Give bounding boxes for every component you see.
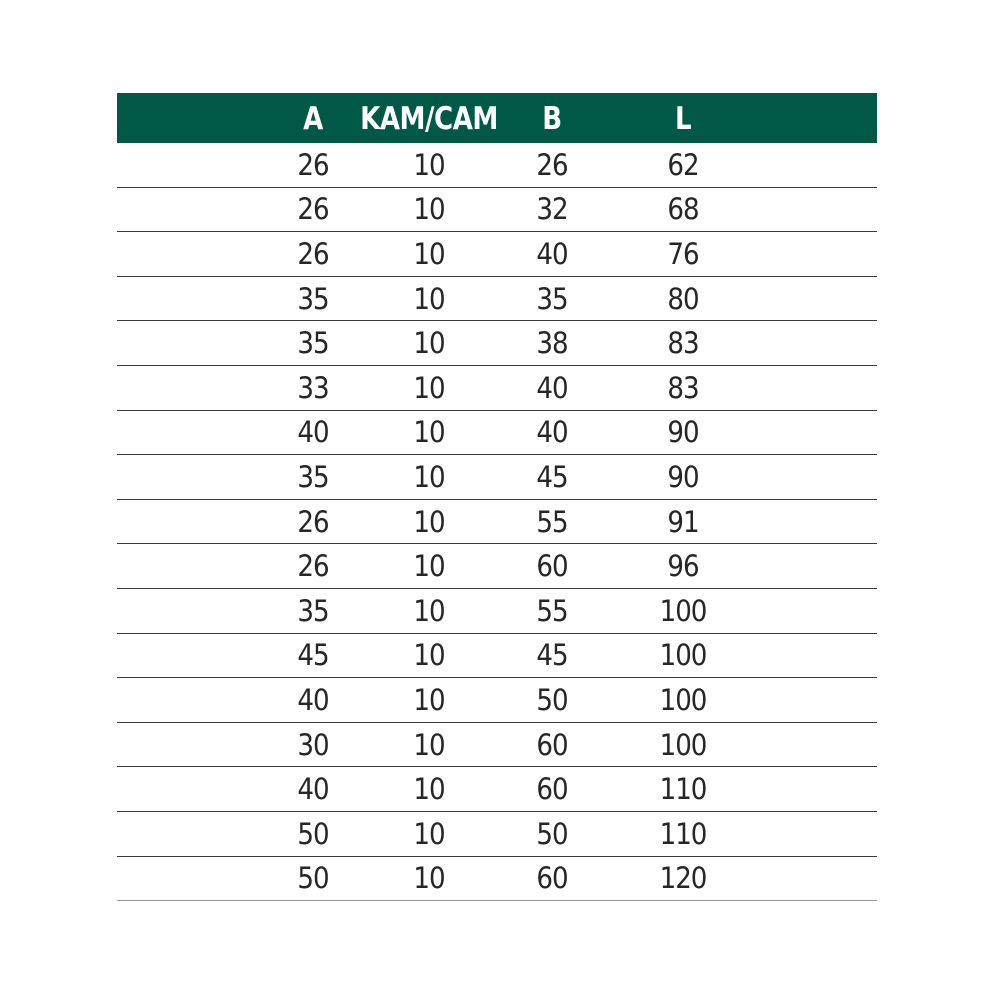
cell-kam-cam: 10 [413, 816, 445, 851]
cell-kam-cam: 10 [413, 192, 445, 227]
cell-a: 35 [297, 326, 329, 361]
table-row [117, 589, 877, 634]
cell-l: 120 [659, 861, 707, 896]
cell-a: 35 [297, 593, 329, 628]
cell-l: 83 [667, 326, 699, 361]
cell-kam-cam: 10 [413, 682, 445, 717]
table-row [117, 544, 877, 589]
cell-kam-cam: 10 [413, 638, 445, 673]
table-row [117, 277, 877, 322]
cell-l: 91 [667, 504, 699, 539]
table-row [117, 857, 877, 902]
table-row [117, 366, 877, 411]
cell-kam-cam: 10 [413, 236, 445, 271]
table-row [117, 455, 877, 500]
table-row [117, 232, 877, 277]
column-header-a: A [303, 99, 323, 137]
cell-a: 26 [297, 236, 329, 271]
cell-kam-cam: 10 [413, 549, 445, 584]
cell-b: 40 [536, 415, 568, 450]
cell-b: 55 [536, 504, 568, 539]
column-header-kam-cam: KAM/CAM [360, 99, 498, 137]
cell-a: 33 [297, 370, 329, 405]
cell-l: 62 [667, 147, 699, 182]
cell-kam-cam: 10 [413, 281, 445, 316]
cell-b: 60 [536, 772, 568, 807]
cell-a: 40 [297, 772, 329, 807]
cell-kam-cam: 10 [413, 370, 445, 405]
cell-l: 80 [667, 281, 699, 316]
cell-a: 26 [297, 549, 329, 584]
cell-a: 50 [297, 816, 329, 851]
cell-a: 26 [297, 504, 329, 539]
cell-a: 35 [297, 459, 329, 494]
cell-l: 83 [667, 370, 699, 405]
table-row [117, 321, 877, 366]
cell-l: 90 [667, 459, 699, 494]
cell-a: 45 [297, 638, 329, 673]
cell-a: 40 [297, 682, 329, 717]
column-header-b: B [542, 99, 562, 137]
table-row [117, 767, 877, 812]
cell-b: 45 [536, 638, 568, 673]
cell-l: 100 [659, 593, 707, 628]
cell-l: 110 [659, 772, 707, 807]
table-row [117, 143, 877, 188]
cell-a: 26 [297, 192, 329, 227]
cell-b: 45 [536, 459, 568, 494]
cell-a: 30 [297, 727, 329, 762]
cell-kam-cam: 10 [413, 772, 445, 807]
cell-b: 60 [536, 727, 568, 762]
cell-kam-cam: 10 [413, 727, 445, 762]
table-body [117, 143, 877, 901]
cell-kam-cam: 10 [413, 415, 445, 450]
cell-b: 40 [536, 370, 568, 405]
cell-a: 50 [297, 861, 329, 896]
table-row [117, 723, 877, 768]
cell-b: 55 [536, 593, 568, 628]
cell-b: 35 [536, 281, 568, 316]
cell-l: 76 [667, 236, 699, 271]
cell-kam-cam: 10 [413, 593, 445, 628]
cell-kam-cam: 10 [413, 504, 445, 539]
cell-l: 90 [667, 415, 699, 450]
cell-l: 110 [659, 816, 707, 851]
cell-kam-cam: 10 [413, 326, 445, 361]
column-header-l: L [674, 99, 692, 137]
cell-l: 100 [659, 638, 707, 673]
cell-b: 40 [536, 236, 568, 271]
cell-l: 68 [667, 192, 699, 227]
cell-l: 100 [659, 682, 707, 717]
cell-a: 40 [297, 415, 329, 450]
table-row [117, 812, 877, 857]
cell-b: 50 [536, 816, 568, 851]
cell-b: 60 [536, 861, 568, 896]
cell-l: 96 [667, 549, 699, 584]
cell-kam-cam: 10 [413, 459, 445, 494]
cell-b: 38 [536, 326, 568, 361]
cell-a: 35 [297, 281, 329, 316]
cell-b: 26 [536, 147, 568, 182]
table-row [117, 634, 877, 679]
table-row [117, 188, 877, 233]
cell-b: 32 [536, 192, 568, 227]
cell-b: 50 [536, 682, 568, 717]
table-header-row [117, 93, 877, 143]
cell-b: 60 [536, 549, 568, 584]
dimensions-table [117, 93, 877, 901]
cell-kam-cam: 10 [413, 861, 445, 896]
table-row [117, 500, 877, 545]
cell-l: 100 [659, 727, 707, 762]
table-row [117, 678, 877, 723]
cell-a: 26 [297, 147, 329, 182]
table-row [117, 411, 877, 456]
cell-kam-cam: 10 [413, 147, 445, 182]
